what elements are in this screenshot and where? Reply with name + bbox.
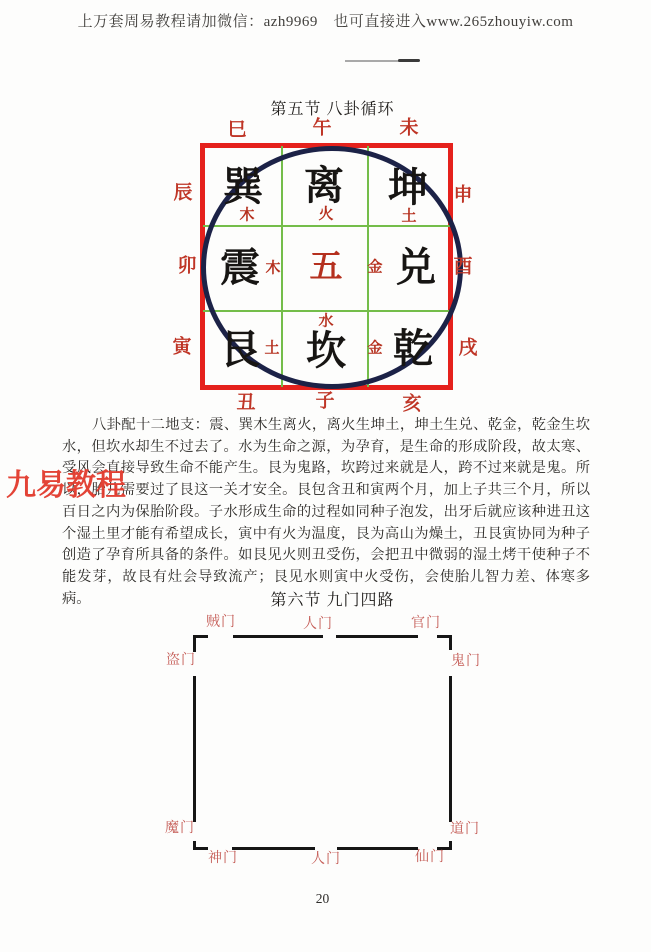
page-number: 20 [315,891,330,906]
gate-label: 官门 [411,616,441,631]
section6-title: 第六节 九门四路 [270,592,395,609]
header-divider-line-dark [398,59,420,62]
trigram-label: 坎 [306,328,346,373]
watermark-jiuyi-jiaocheng: 九易教程 [6,469,126,502]
gate-label: 贼门 [206,615,236,630]
header-divider-line [345,60,403,62]
trigram-label: 巽 [223,164,263,209]
earthly-branch-label: 午 [312,117,332,139]
earthly-branch-label: 巳 [227,119,247,141]
trigram-label: 离 [304,163,344,208]
wall-right-2 [449,676,452,822]
wall-right-1 [449,635,452,650]
earthly-branch-label: 丑 [236,392,256,414]
center-five-label: 五 [309,249,343,286]
element-label: 金 [367,259,383,276]
gate-label: 魔门 [165,821,195,836]
earthly-branch-label: 子 [315,390,335,412]
gate-label: 人门 [303,617,333,632]
wall-top-2 [233,635,323,638]
trigram-label: 乾 [393,326,433,371]
wall-bottom-3 [337,847,418,850]
element-label: 火 [318,206,334,223]
gate-label: 神门 [208,851,238,866]
wall-bottom-2 [232,847,315,850]
earthly-branch-label: 亥 [402,393,422,415]
gate-label: 人门 [311,852,341,867]
element-label: 土 [401,208,417,225]
wall-left-2 [193,676,196,822]
earthly-branch-label: 戌 [458,337,478,359]
gate-label: 道门 [450,822,480,837]
wall-left-3 [193,841,196,850]
gate-label: 仙门 [415,850,445,865]
earthly-branch-label: 酉 [453,256,473,278]
element-label: 木 [239,207,255,224]
wall-top-3 [336,635,418,638]
section5-title: 第五节 八卦循环 [270,101,395,118]
earthly-branch-label: 卯 [177,255,197,277]
earthly-branch-label: 寅 [172,336,192,358]
element-label: 水 [318,313,334,330]
wall-left-1 [193,635,196,652]
element-label: 木 [265,260,281,277]
trigram-label: 艮 [220,327,260,372]
earthly-branch-label: 辰 [173,182,193,204]
trigram-label: 震 [220,245,260,290]
section5-paragraph: 八卦配十二地支：震、巽木生离火，离火生坤土，坤土生兑、乾金，乾金生坎水，但坎水却生不过去了。水为生命之源，为孕育，是生命的形成阶段，故太寒、受风会直接导致生命不能产生。艮为鬼路，坎跨过来就是人，跨不过来就是鬼。所以，胎儿需要过了艮这一关才安全。艮包含丑和寅两个月，加上子共三个月，所以百日之内为保胎阶段。子水形成生命的过程如同种子泡发，出牙后就应该种进丑这个湿土里才能有希望成长，寅中有火为温度，艮为高山为燥土，丑艮寅协同为种子创造了孕育所具备的条件。如艮见火则丑受伤，会把丑中微弱的湿土烤干使种子不能发芽，故艮有灶会导致流产；艮见水则寅中火受伤，会使胎儿智力差、体寒多病。 [62,417,590,607]
earthly-branch-label: 未 [399,117,419,139]
gate-label: 盗门 [166,653,196,668]
trigram-label: 兑 [396,245,436,290]
element-label: 金 [367,340,383,357]
earthly-branch-label: 申 [453,184,473,206]
element-label: 土 [264,340,280,357]
gate-label: 鬼门 [451,654,481,669]
wall-right-3 [449,841,452,850]
header-promo-note: 上万套周易教程请加微信：azh9969 也可直接进入www.265zhouyiw.com [77,14,574,30]
trigram-label: 坤 [388,165,428,210]
